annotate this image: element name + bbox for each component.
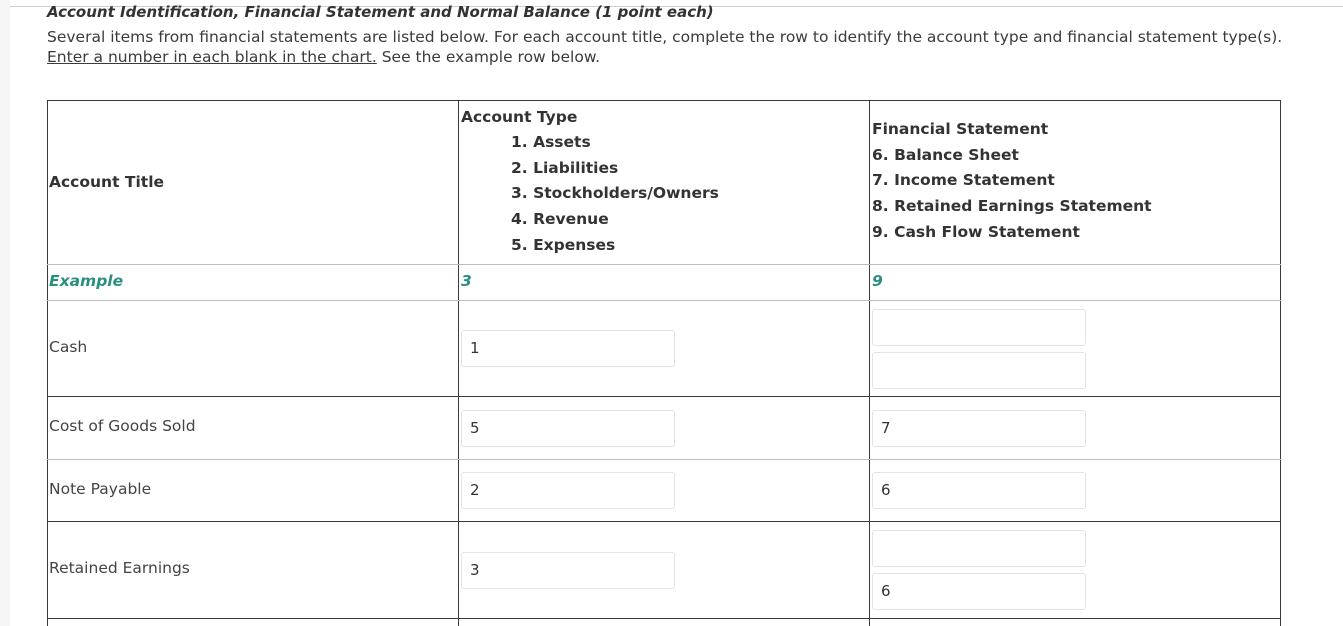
account-type-option: 1. Assets — [511, 133, 591, 151]
row-divider — [47, 521, 1281, 522]
column-divider — [869, 100, 870, 626]
financial-statement-input-cash-1[interactable] — [872, 309, 1086, 346]
financial-statement-input-cost-of-goods-sold[interactable]: 7 — [872, 410, 1086, 447]
account-title-cost-of-goods-sold: Cost of Goods Sold — [49, 417, 196, 435]
account-type-option: 2. Liabilities — [511, 158, 619, 177]
financial-statement-option: 9. Cash Flow Statement — [872, 222, 1080, 241]
financial-statement-option: 8. Retained Earnings Statement — [872, 197, 1152, 216]
financial-statement-option: 7. Income Statement — [872, 171, 1055, 190]
instructions-text: Several items from financial statements are listed below. For each account title, complete the row to identify the account type and financial statement type(s). — [47, 28, 1283, 46]
account-type-input-cash[interactable]: 1 — [461, 330, 675, 367]
account-title-note-payable: Note Payable — [49, 480, 152, 498]
account-type-input-note-payable[interactable]: 2 — [461, 472, 675, 509]
example-label: Example — [49, 272, 124, 290]
account-type-options — [511, 130, 719, 258]
row-divider — [47, 300, 1281, 301]
instructions-text-end: See the example row below. — [376, 48, 601, 66]
financial-statement-option: 6. Balance Sheet — [872, 145, 1019, 164]
account-title-retained-earnings: Retained Earnings — [49, 559, 190, 577]
row-divider — [47, 396, 1281, 397]
row-divider — [47, 459, 1281, 460]
financial-statement-header — [872, 117, 1152, 245]
instructions-emphasis: Enter a number in each blank in the chart. — [47, 48, 377, 66]
account-type-option: 4. Revenue — [511, 210, 609, 229]
question-heading: Account Identification, Financial Statement and Normal Balance (1 point each) — [47, 3, 714, 21]
table-border-right — [1280, 100, 1281, 626]
row-divider — [47, 618, 1281, 619]
row-divider — [47, 264, 1281, 265]
account-type-input-cost-of-goods-sold[interactable]: 5 — [461, 410, 675, 447]
account-type-option: 5. Expenses — [511, 235, 616, 254]
table-border-left — [47, 100, 48, 626]
financial-statement-input-cash-2[interactable] — [872, 352, 1086, 389]
account-type-option: 3. Stockholders/Owners — [511, 184, 719, 203]
left-margin-strip — [0, 0, 10, 626]
account-title-cash: Cash — [49, 338, 88, 356]
account-table — [47, 100, 1281, 626]
example-financial-statement: 9 — [872, 272, 883, 290]
instructions — [47, 27, 1287, 67]
financial-statement-input-retained-earnings-1[interactable] — [872, 530, 1086, 567]
header-account-title: Account Title — [49, 173, 165, 191]
column-divider — [458, 100, 459, 626]
header-account-type: Account Type — [461, 108, 578, 126]
financial-statement-input-note-payable[interactable]: 6 — [872, 472, 1086, 509]
financial-statement-input-retained-earnings-2[interactable]: 6 — [872, 573, 1086, 610]
example-account-type: 3 — [461, 272, 472, 290]
table-border-top — [47, 100, 1281, 101]
account-type-input-retained-earnings[interactable]: 3 — [461, 552, 675, 589]
header-financial-statement: Financial Statement — [872, 120, 1049, 138]
